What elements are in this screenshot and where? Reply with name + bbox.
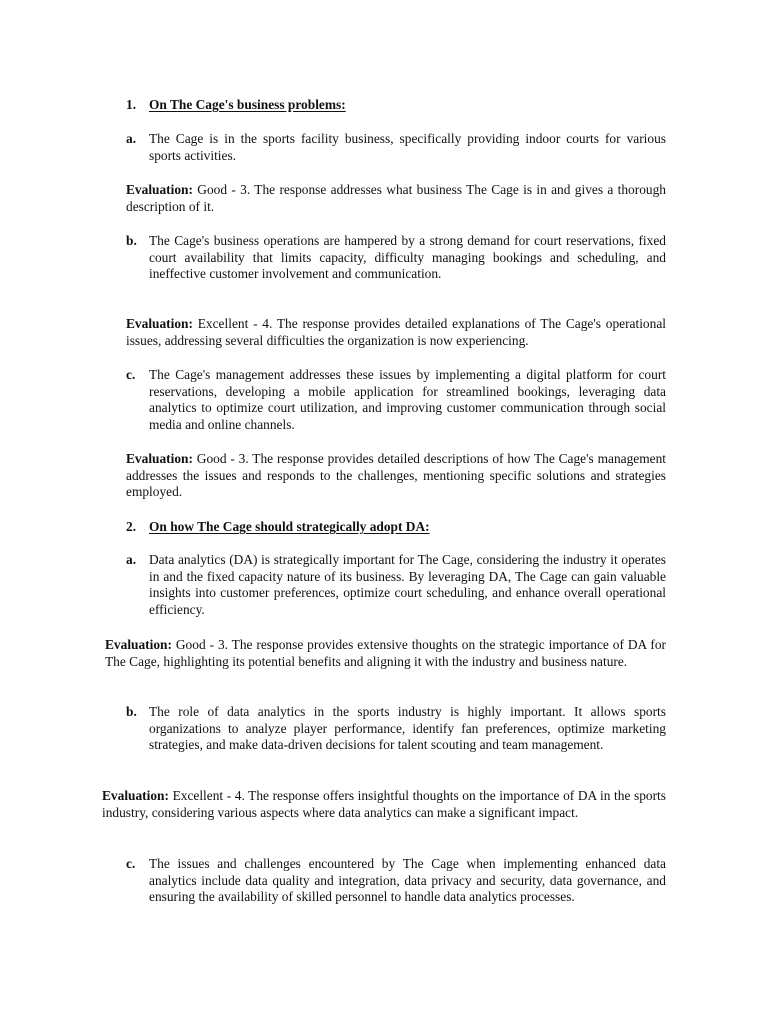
evaluation-text: Excellent - 4. The response provides detailed explanations of The Cage's operational issues, addressing several difficulties the organization is now experiencing. xyxy=(126,316,666,348)
section-2-item-c xyxy=(126,856,666,906)
item-text: The issues and challenges encountered by The Cage when implementing enhanced data analytics include data quality and integration, data privacy and security, data governance, and ensuring the availability of skilled personnel to handle data analytics processes. xyxy=(149,856,666,905)
item-text: The Cage is in the sports facility business, specifically providing indoor courts for various sports activities. xyxy=(149,131,666,163)
section-2-item-a-evaluation xyxy=(105,637,666,670)
evaluation-text: Good - 3. The response addresses what business The Cage is in and gives a thorough description of it. xyxy=(126,182,666,214)
section-1-item-a xyxy=(126,131,666,164)
section-1-item-b-evaluation xyxy=(126,316,666,349)
item-marker: c. xyxy=(126,856,136,871)
section-1-item-c-evaluation xyxy=(126,451,666,501)
section-2-item-a xyxy=(126,552,666,618)
section-1-item-b xyxy=(126,233,666,283)
item-text: The Cage's management addresses these issues by implementing a digital platform for court reservations, developing a mobile application for streamlined bookings, leveraging data analytics to optimize court utilization, and improving customer communication through social media and online channels. xyxy=(149,367,666,432)
item-marker: b. xyxy=(126,233,137,248)
evaluation-label: Evaluation: xyxy=(126,182,193,197)
section-1-title: On The Cage's business problems: xyxy=(149,97,346,112)
section-1-item-a-evaluation xyxy=(126,182,666,215)
item-marker: b. xyxy=(126,704,137,719)
evaluation-label: Evaluation: xyxy=(126,316,193,331)
item-text: Data analytics (DA) is strategically important for The Cage, considering the industry it operates in and the fixed capacity nature of its business. By leveraging DA, The Cage can gain valuable insights into customer preferences, optimize court scheduling, and enhance overall operational efficiency. xyxy=(149,552,666,617)
section-2-heading xyxy=(126,519,666,536)
section-1-item-c xyxy=(126,367,666,433)
item-marker: a. xyxy=(126,131,137,146)
section-2-item-b-evaluation xyxy=(102,788,666,821)
section-1-number: 1. xyxy=(126,97,137,112)
item-text: The role of data analytics in the sports industry is highly important. It allows sports organizations to analyze player performance, identify fan preferences, optimize marketing strategies, and make data-driven decisions for talent scouting and team management. xyxy=(149,704,666,753)
section-2-number: 2. xyxy=(126,519,137,534)
evaluation-text: Good - 3. The response provides detailed descriptions of how The Cage's management addresses the issues and responds to the challenges, mentioning specific solutions and strategies employed. xyxy=(126,451,666,500)
section-1-heading xyxy=(126,97,666,114)
section-2-title: On how The Cage should strategically adopt DA: xyxy=(149,519,430,534)
evaluation-text: Good - 3. The response provides extensive thoughts on the strategic importance of DA for The Cage, highlighting its potential benefits and aligning it with the industry and business nature. xyxy=(105,637,666,669)
evaluation-label: Evaluation: xyxy=(102,788,169,803)
evaluation-label: Evaluation: xyxy=(126,451,193,466)
item-marker: a. xyxy=(126,552,137,567)
evaluation-text: Excellent - 4. The response offers insightful thoughts on the importance of DA in the sports industry, considering various aspects where data analytics can make a significant impact. xyxy=(102,788,666,820)
evaluation-label: Evaluation: xyxy=(105,637,172,652)
section-2-item-b xyxy=(126,704,666,754)
item-text: The Cage's business operations are hampered by a strong demand for court reservations, fixed court availability that limits capacity, difficulty managing bookings and scheduling, and ineffective customer involvement and communication. xyxy=(149,233,666,282)
item-marker: c. xyxy=(126,367,136,382)
